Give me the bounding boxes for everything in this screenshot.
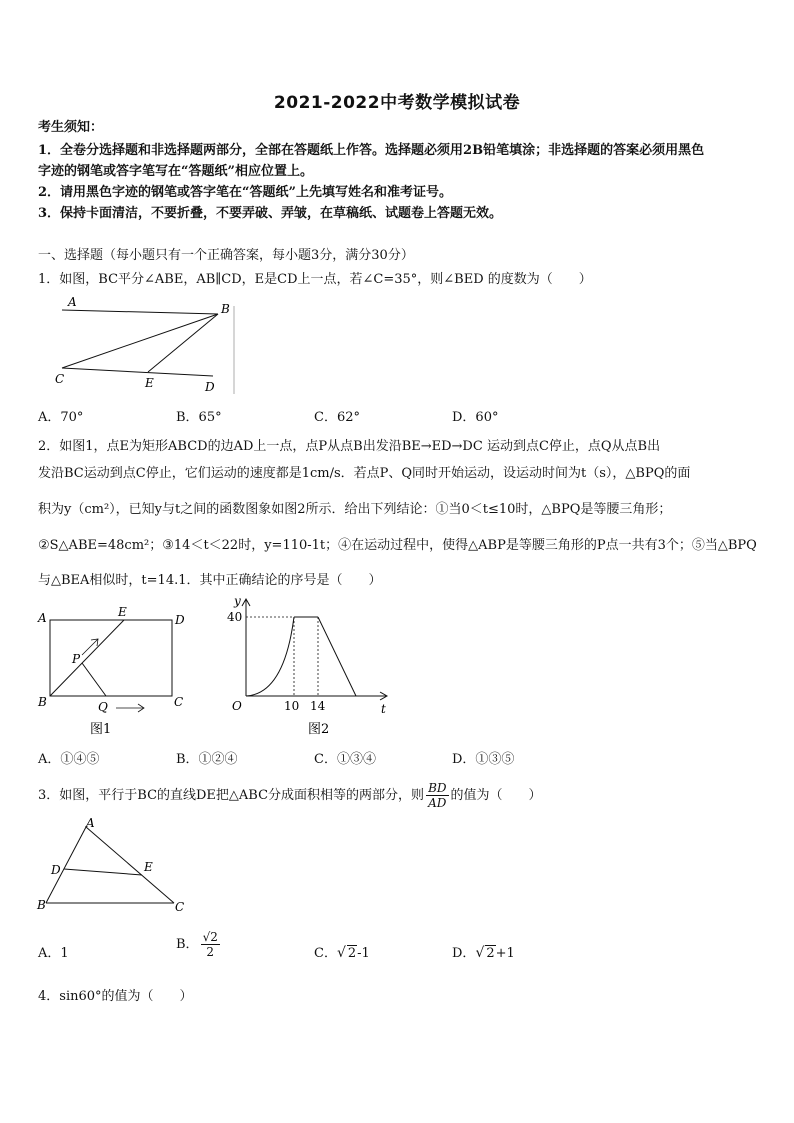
q3-option-b-numerator: √2: [202, 930, 218, 944]
q1-label-b: B: [221, 302, 230, 316]
fig2-caption: 图2: [308, 722, 330, 737]
fig1-caption: 图1: [90, 722, 112, 737]
q3-option-c-radicand: 2: [347, 946, 357, 961]
fig2-label-t: t: [381, 702, 386, 716]
q2-option-a[interactable]: A．①④⑤: [38, 752, 100, 767]
q3-option-c-suffix: -1: [357, 946, 370, 961]
fig2-tick-40: 40: [227, 610, 243, 624]
question-4-stem: 4．sin60°的值为（ ）: [38, 989, 193, 1004]
fig1-label-c: C: [174, 695, 184, 709]
question-2-figure-2: [222, 592, 402, 740]
fig1-label-d: D: [175, 613, 185, 627]
question-2-line-4: ②S△ABE=48cm²；③14＜t＜22时，y=110-1t；④在运动过程中，使得△ABP是等腰三角形的P点一共有3个；⑤当△BPQ: [38, 538, 757, 553]
q3-stem-before: 3．如图，平行于BC的直线DE把△ABC分成面积相等的两部分，则: [38, 788, 425, 803]
fig2-tick-10: 10: [284, 699, 300, 713]
fig1-label-p: P: [72, 652, 81, 666]
notice-heading: 考生须知：: [38, 120, 104, 135]
sqrt-icon: √: [336, 945, 346, 961]
q2-option-c[interactable]: C．①③④: [314, 752, 376, 767]
q1-option-d[interactable]: D．60°: [452, 410, 499, 425]
fig1-label-q: Q: [98, 700, 108, 714]
q1-label-a: A: [68, 295, 77, 309]
q3-stem-after: 的值为（ ）: [450, 788, 542, 803]
q3-option-d-radicand: 2: [486, 946, 495, 961]
question-3-stem: [38, 781, 760, 811]
question-2-line-2: 发沿BC运动到点C停止，它们运动的速度都是1cm/s．若点P、Q同时开始运动，设运动时间为t（s），△BPQ的面: [38, 466, 691, 481]
notice-item-3: 3．保持卡面清洁，不要折叠，不要弄破、弄皱，在草稿纸、试题卷上答题无效。: [38, 206, 503, 221]
q3-option-a[interactable]: A．1: [38, 946, 69, 961]
question-1-figure: [38, 292, 238, 396]
q2-option-b[interactable]: B．①②④: [176, 752, 238, 767]
q3-option-c-prefix: C．: [314, 946, 337, 961]
q3-label-c: C: [175, 900, 185, 914]
q3-option-c[interactable]: [314, 942, 370, 961]
fig1-label-a: A: [38, 611, 47, 625]
q3-option-b-denominator: 2: [206, 945, 215, 959]
q3-fraction: [426, 781, 448, 810]
q1-option-b[interactable]: B．65°: [176, 410, 222, 425]
q3-fraction-numerator: BD: [428, 781, 447, 795]
fig1-label-e: E: [118, 605, 127, 619]
q1-label-c: C: [55, 372, 65, 386]
fig2-label-o: O: [232, 699, 242, 713]
notice-item-1-cont: 字迹的钢笔或答字笔写在“答题纸”相应位置上。: [38, 164, 313, 179]
question-2-line-1: 2．如图1，点E为矩形ABCD的边AD上一点，点P从点B出发沿BE→ED→DC 运动到点C停止，点Q从点B出: [38, 439, 661, 454]
question-2-line-5: 与△BEA相似时，t=14.1．其中正确结论的序号是（ ）: [38, 573, 382, 588]
q1-option-a[interactable]: A．70°: [38, 410, 84, 425]
notice-item-2: 2．请用黑色字迹的钢笔或答字笔在“答题纸”上先填写姓名和准考证号。: [38, 185, 453, 200]
question-2-figure-1: [34, 600, 194, 740]
section-heading: 一、选择题（每小题只有一个正确答案，每小题3分，满分30分）: [38, 248, 414, 263]
fig2-label-y: y: [234, 594, 241, 608]
q1-label-d: D: [205, 380, 215, 394]
question-2-line-3: 积为y（cm²），已知y与t之间的函数图象如图2所示．给出下列结论：①当0＜t≤10时，△BPQ是等腰三角形；: [38, 502, 672, 517]
q3-option-b[interactable]: [176, 930, 222, 959]
notice-item-1: 1．全卷分选择题和非选择题两部分，全部在答题纸上作答。选择题必须用2B铅笔填涂；非选择题的答案必须用黑色: [38, 143, 705, 158]
q3-option-d[interactable]: [452, 942, 515, 961]
question-3-figure: [34, 815, 204, 915]
q3-option-b-prefix: B．: [176, 937, 199, 952]
q3-option-d-suffix: +1: [495, 946, 515, 961]
fig2-tick-14: 14: [310, 699, 326, 713]
q3-label-a: A: [86, 816, 95, 830]
q3-option-d-prefix: D．: [452, 946, 476, 961]
q3-option-b-fraction: [201, 930, 220, 959]
q3-label-d: D: [51, 863, 61, 877]
q1-option-c[interactable]: C．62°: [314, 410, 360, 425]
q1-label-e: E: [145, 376, 154, 390]
q3-label-b: B: [37, 898, 46, 912]
q3-fraction-denominator: AD: [428, 796, 447, 810]
sqrt-icon: √: [475, 945, 485, 961]
question-1-stem: 1．如图，BC平分∠ABE，AB∥CD，E是CD上一点，若∠C=35°，则∠BED 的度数为（ ）: [38, 272, 592, 287]
q2-option-d[interactable]: D．①③⑤: [452, 752, 515, 767]
page-title: 2021-2022中考数学模拟试卷: [273, 93, 521, 113]
q3-label-e: E: [144, 860, 153, 874]
fig1-label-b: B: [38, 695, 47, 709]
